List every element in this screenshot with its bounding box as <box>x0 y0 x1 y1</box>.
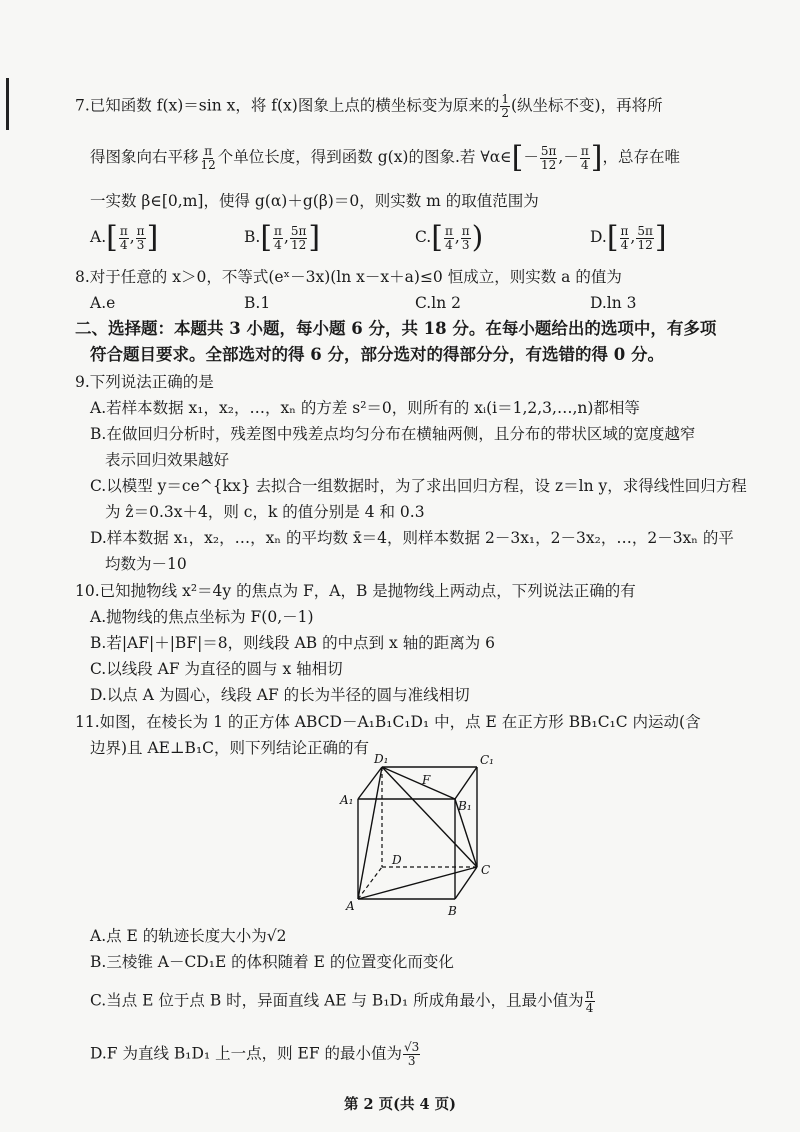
q7-text-tail: (纵坐标不变)，再将所 <box>511 96 663 115</box>
q10-option-c[interactable]: C.以线段 AF 为直径的圆与 x 轴相切 <box>90 660 343 678</box>
label-b: B <box>448 904 457 918</box>
label-f: F <box>422 773 431 787</box>
q11-option-b[interactable]: B.三棱锥 A－CD₁E 的体积随着 E 的位置变化而变化 <box>90 953 454 971</box>
q8-option-d[interactable]: D.ln 3 <box>590 294 637 312</box>
q7-line3: 一实数 β∈[0,m]，使得 g(α)＋g(β)＝0，则实数 m 的取值范围为 <box>90 192 539 210</box>
q7-line2: 得图象向右平移 $\frac{\pi}{12}$ 个单位长度，得到函数 g(x)的图象.若 ∀α∈[－ $\frac{5\pi}{12}$ ,－ $\frac{\pi}{4}$ ]，总存在唯 <box>90 140 680 175</box>
q10-option-a[interactable]: A.抛物线的焦点坐标为 F(0,－1) <box>90 608 314 626</box>
q7-range-fraction-2: $\frac{\pi}{4}$ <box>580 143 589 172</box>
q7-option-d[interactable]: D.[ $\frac{\pi}{4}$ , $\frac{5\pi}{12}$ ] <box>590 220 667 255</box>
q7-text-shift: 得图象向右平移 <box>90 148 199 166</box>
q7-text-range: 个单位长度，得到函数 g(x)的图象.若 ∀α∈ <box>217 148 512 166</box>
q7-text-unique: ，总存在唯 <box>602 148 680 166</box>
q8-stem: 8.对于任意的 x＞0，不等式(eˣ－3x)(ln x－x＋a)≤0 恒成立，则实数 a 的值为 <box>75 268 622 286</box>
q10-option-d[interactable]: D.以点 A 为圆心，线段 AF 的长为半径的圆与准线相切 <box>90 686 470 704</box>
q9-stem: 9.下列说法正确的是 <box>75 373 214 391</box>
q9-option-b-line1[interactable]: B.在做回归分析时，残差图中残差点均匀分布在横轴两侧，且分布的带状区域的宽度越窄 <box>90 425 696 443</box>
label-d1: D₁ <box>374 752 389 766</box>
q9-option-d-line1[interactable]: D.样本数据 x₁，x₂，…，xₙ 的平均数 x̄＝4，则样本数据 2－3x₁，2－3x₂，…，2－3xₙ 的平 <box>90 529 734 547</box>
q9-option-c-line1[interactable]: C.以模型 y＝ce^{kx} 去拟合一组数据时，为了求出回归方程，设 z＝ln y，求得线性回归方程 <box>90 477 747 495</box>
q11-d-fraction: $\frac{√3}{3}$ <box>404 1040 420 1068</box>
q7-option-c[interactable]: C.[ $\frac{\pi}{4}$ , $\frac{\pi}{3}$ ) <box>415 220 484 255</box>
q11-option-d[interactable]: D.F 为直线 B₁D₁ 上一点，则 EF 的最小值为 $\frac{√3}{3}$ <box>90 1040 420 1068</box>
label-b1: B₁ <box>458 799 472 813</box>
q9-option-d-line2: 均数为－10 <box>105 555 187 573</box>
section2-heading-line1: 二、选择题：本题共 3 小题，每小题 6 分，共 18 分。在每小题给出的选项中，有多项 <box>75 319 717 338</box>
segment-d1-b1 <box>382 767 455 799</box>
q10-stem: 10.已知抛物线 x²＝4y 的焦点为 F，A，B 是抛物线上两动点，下列说法正确的有 <box>75 582 636 600</box>
q7-half-fraction: $\frac{1}{2}$ <box>501 92 509 120</box>
q11-stem-line2: 边界)且 AE⊥B₁C，则下列结论正确的有 <box>90 739 370 757</box>
q10-option-b[interactable]: B.若|AF|＋|BF|＝8，则线段 AB 的中点到 x 轴的距离为 6 <box>90 634 495 652</box>
q8-option-a[interactable]: A.e <box>90 294 116 312</box>
label-c: C <box>481 863 491 877</box>
segment-a-c <box>358 867 477 899</box>
q7-option-a[interactable]: A.[ $\frac{\pi}{4}$ , $\frac{\pi}{3}$ ] <box>90 220 159 255</box>
label-c1: C₁ <box>480 753 494 767</box>
label-a: A <box>346 899 355 913</box>
label-a1: A₁ <box>340 793 354 807</box>
edge-c1-b1 <box>455 767 477 799</box>
q11-stem-line1: 11.如图，在棱长为 1 的正方体 ABCD－A₁B₁C₁D₁ 中，点 E 在正方形 BB₁C₁C 内运动(含 <box>75 713 701 731</box>
q7-shift-fraction: $\frac{\pi}{12}$ <box>200 143 216 172</box>
label-d: D <box>392 853 402 867</box>
section2-heading-line2: 符合题目要求。全部选对的得 6 分，部分选对的得部分分，有选错的得 0 分。 <box>90 345 664 364</box>
q7-range-fraction-1: $\frac{5\pi}{12}$ <box>540 143 557 172</box>
q11-c-fraction: $\frac{\pi}{4}$ <box>585 987 594 1015</box>
q7-line1 <box>75 93 663 120</box>
cube-figure <box>330 752 510 922</box>
segment-a-d1 <box>358 767 382 899</box>
q11-option-a[interactable]: A.点 E 的轨迹长度大小为√2 <box>90 927 287 945</box>
q8-option-c[interactable]: C.ln 2 <box>415 294 461 312</box>
page-footer: 第 2 页(共 4 页) <box>343 1096 457 1113</box>
q11-option-c[interactable]: C.当点 E 位于点 B 时，异面直线 AE 与 B₁D₁ 所成角最小，且最小值为 $\frac{\pi}{4}$ <box>90 987 594 1015</box>
q9-option-a[interactable]: A.若样本数据 x₁，x₂，…，xₙ 的方差 s²＝0，则所有的 xᵢ(i＝1,2,3,…,n)都相等 <box>90 399 640 417</box>
q7-text: 7.已知函数 f(x)＝sin x，将 f(x)图象上点的横坐标变为原来的 <box>75 96 500 115</box>
q9-option-c-line2: 为 ẑ＝0.3x＋4，则 c，k 的值分别是 4 和 0.3 <box>105 503 425 521</box>
q7-option-b[interactable]: B.[ $\frac{\pi}{4}$ , $\frac{5\pi}{12}$ ] <box>244 220 321 255</box>
q8-option-b[interactable]: B.1 <box>244 294 271 312</box>
q9-option-b-line2: 表示回归效果越好 <box>105 451 230 469</box>
